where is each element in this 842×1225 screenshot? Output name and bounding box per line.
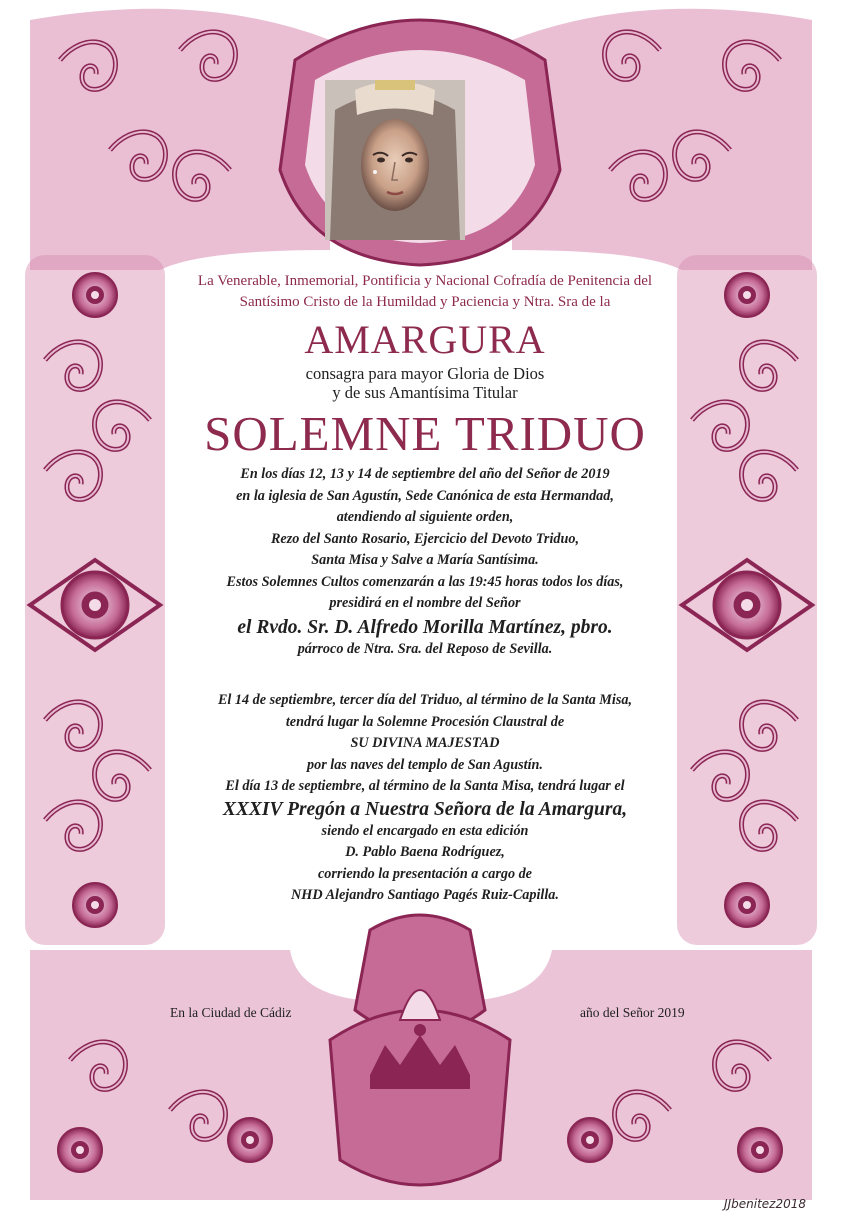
preacher-parish: párroco de Ntra. Sra. del Reposo de Sevilla.: [297, 640, 553, 657]
body-line-4: Rezo del Santo Rosario, Ejercicio del Devoto Triduo,: [270, 530, 580, 547]
pregon-comma: ,: [622, 798, 628, 820]
virgin-portrait-image: [325, 80, 465, 240]
body-line-13: El día 13 de septiembre, al término de la Santa Misa, tendrá lugar el: [225, 778, 625, 794]
body-line-16: corriendo la presentación a cargo de: [318, 865, 532, 882]
amargura-title-block: [160, 316, 690, 363]
body-line-17: NHD Alejandro Santiago Pagés Ruiz-Capilla.: [291, 887, 559, 903]
preacher-name: el Rvdo. Sr. D. Alfredo Morilla Martínez, pbro.: [237, 616, 613, 638]
body-line-5: Santa Misa y Salve a María Santísima.: [311, 552, 539, 568]
pregon-text: XXXIV Pregón a Nuestra Señora de la Amargura: [222, 798, 623, 820]
procession-details: [140, 690, 710, 907]
brotherhood-name-line-2: Santísimo Cristo de la Humildad y Paciencia y Ntra. Sra de la: [239, 294, 611, 310]
body-line-3: atendiendo al siguiente orden,: [336, 509, 514, 525]
solemne-triduo-title: SOLEMNE TRIDUO: [204, 406, 646, 461]
amargura-title: AMARGURA: [304, 317, 546, 362]
body-line-9: El 14 de septiembre, tercer día del Triduo, al término de la Santa Misa,: [217, 692, 633, 708]
body-line-1: En los días 12, 13 y 14 de septiembre del año del Señor de 2019: [240, 466, 610, 482]
body-line-6: Estos Solemnes Cultos comenzarán a las 19:45 horas todos los días,: [226, 573, 624, 590]
body-line-15: D. Pablo Baena Rodríguez,: [345, 844, 505, 860]
consagra-block: [160, 364, 690, 402]
body-line-14: siendo el encargado en esta edición: [321, 822, 529, 839]
cult-details: [140, 464, 710, 660]
footer-year: año del Señor 2019: [580, 1005, 685, 1020]
body-line-12: por las naves del templo de San Agustín.: [307, 756, 543, 773]
body-line-2: en la iglesia de San Agustín, Sede Canónica de esta Hermandad,: [236, 487, 614, 504]
brotherhood-name-line-1: La Venerable, Inmemorial, Pontificia y Nacional Cofradía de Penitencia del: [197, 273, 653, 289]
consagra-line-1: consagra para mayor Gloria de Dios: [305, 364, 545, 383]
body-line-7: presidirá en el nombre del Señor: [329, 595, 521, 611]
body-line-10: tendrá lugar la Solemne Procesión Claustral de: [285, 713, 565, 730]
pregon-title: [140, 799, 710, 821]
dedication-header: [160, 272, 690, 312]
artist-signature: JJbenitez2018: [724, 1197, 806, 1211]
triduo-title-block: [120, 405, 730, 462]
footer-city: En la Ciudad de Cádiz: [170, 1005, 292, 1020]
bottom-ornament: [30, 915, 812, 1200]
consagra-line-2: y de sus Amantísima Titular: [332, 383, 518, 402]
body-line-11: SU DIVINA MAJESTAD: [350, 735, 500, 751]
